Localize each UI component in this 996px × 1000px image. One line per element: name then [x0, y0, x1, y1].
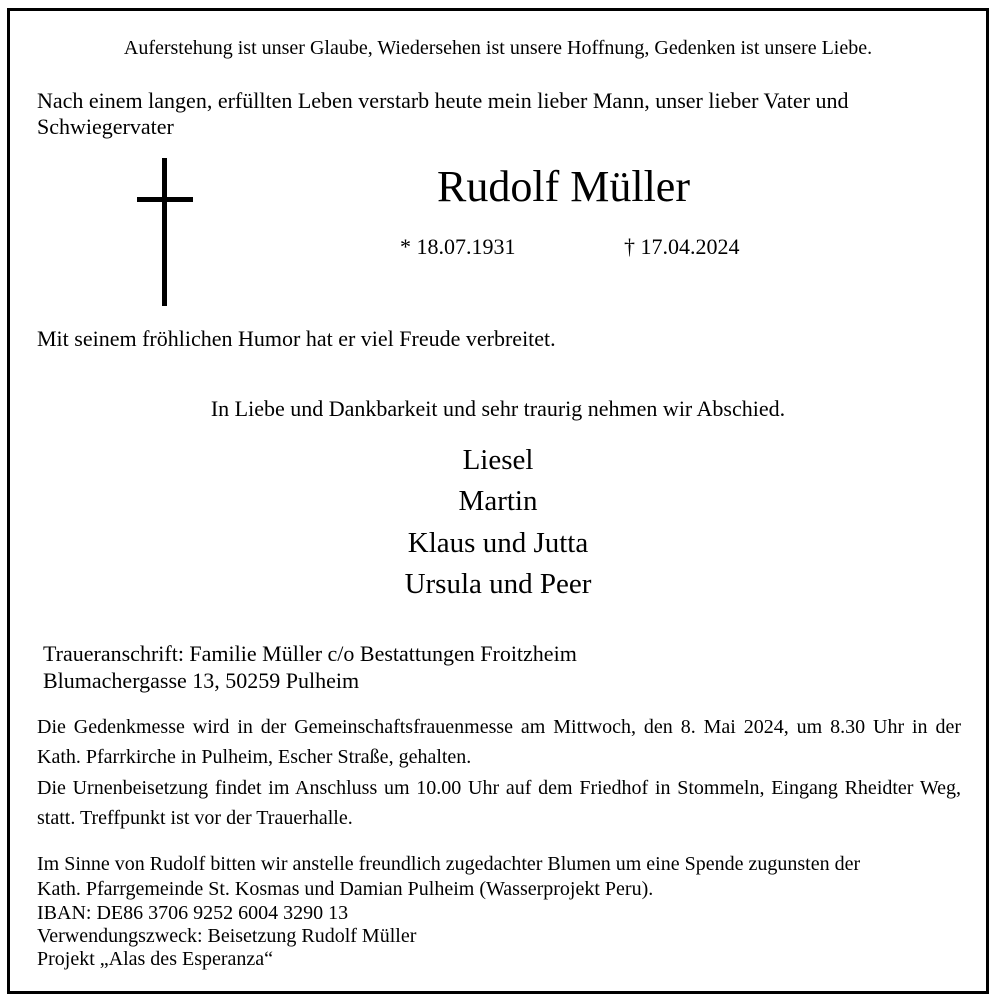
- intro-line-1: Nach einem langen, erfüllten Leben verstarb heute mein lieber Mann, unser lieber Vater und: [37, 88, 849, 113]
- death-date: † 17.04.2024: [624, 234, 740, 259]
- donation-line-1: Im Sinne von Rudolf bitten wir anstelle freundlich zugedachter Blumen um eine Spende zugunsten der: [37, 853, 861, 875]
- burial-paragraph: Die Urnenbeisetzung findet im Anschluss um 10.00 Uhr auf dem Friedhof in Stommeln, Eingang Rheidter Weg, statt. Treffpunkt ist vor der Trauerhalle.: [37, 777, 961, 829]
- birth-date: * 18.07.1931: [400, 234, 516, 259]
- address-line-2: Blumachergasse 13, 50259 Pulheim: [43, 668, 360, 693]
- family-member: Klaus und Jutta: [407, 527, 589, 559]
- motto-text: Auferstehung ist unser Glaube, Wiedersehen ist unsere Hoffnung, Gedenken ist unsere Liebe.: [123, 37, 873, 59]
- humor-text: Mit seinem fröhlichen Humor hat er viel Freude verbreitet.: [37, 326, 556, 351]
- deceased-name: Rudolf Müller: [437, 162, 690, 211]
- purpose-text: Verwendungszweck: Beisetzung Rudolf Müller: [37, 925, 417, 947]
- project-text: Projekt „Alas des Esperanza“: [37, 948, 274, 970]
- farewell-text: In Liebe und Dankbarkeit und sehr traurig nehmen wir Abschied.: [210, 396, 786, 421]
- donation-line-2: Kath. Pfarrgemeinde St. Kosmas und Damian Pulheim (Wasserprojekt Peru).: [37, 878, 654, 900]
- address-line-1: Traueranschrift: Familie Müller c/o Bestattungen Froitzheim: [43, 641, 577, 666]
- family-member: Liesel: [462, 444, 534, 476]
- family-member: Martin: [458, 485, 538, 517]
- iban-text: IBAN: DE86 3706 9252 6004 3290 13: [37, 902, 349, 924]
- family-member: Ursula und Peer: [404, 568, 592, 600]
- mass-paragraph: Die Gedenkmesse wird in der Gemeinschaftsfrauenmesse am Mittwoch, den 8. Mai 2024, um 8.30 Uhr in der Kath. Pfarrkirche in Pulheim, Escher Straße, gehalten.: [37, 716, 961, 768]
- cross-icon: [137, 158, 193, 306]
- intro-line-2: Schwiegervater: [37, 114, 174, 139]
